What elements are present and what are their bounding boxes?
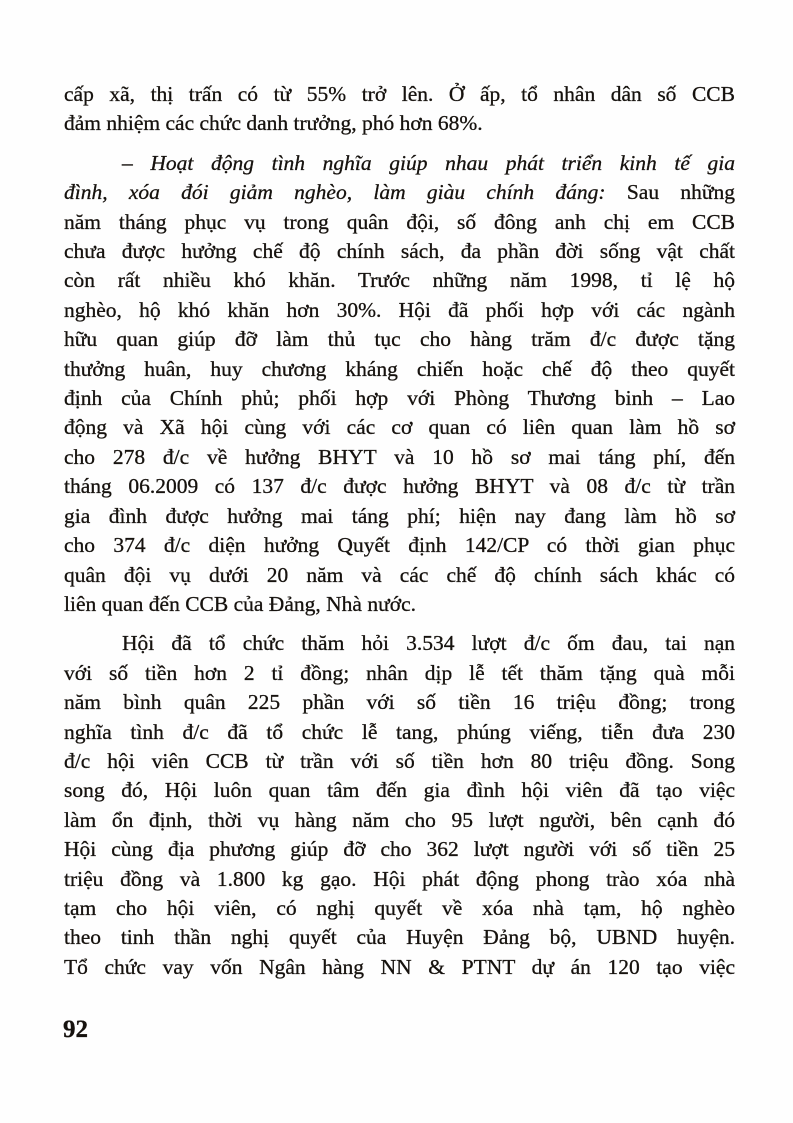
text-line [64,747,735,776]
text-line [64,296,735,325]
text-line [64,953,735,982]
text-run: quân đội vụ dưới 20 năm và các chế độ chính sách khác có [64,562,735,587]
text-run: chưa được hưởng chế độ chính sách, đa phần đời sống vật chất [64,239,735,264]
paragraph [64,149,735,620]
text-run: cho 374 đ/c diện hưởng Quyết định 142/CP có thời gian phục [64,533,735,558]
text-run: Sau những [605,180,735,205]
page-number: 92 [63,1016,88,1043]
text-run: còn rất nhiều khó khăn. Trước những năm 1998, tỉ lệ hộ [64,268,735,293]
text-line [64,266,735,295]
text-line [64,384,735,413]
text-line [64,355,735,384]
text-line [64,325,735,354]
text-line [64,502,735,531]
text-run: Hội đã tổ chức thăm hỏi 3.534 lượt đ/c ốm đau, tai nạn [122,631,735,656]
text-line [64,894,735,923]
text-run: năm bình quân 225 phần với số tiền 16 triệu đồng; trong [64,690,735,715]
text-run: đảm nhiệm các chức danh trưởng, phó hơn 68%. [64,111,483,136]
text-run: song đó, Hội luôn quan tâm đến gia đình hội viên đã tạo việc [64,778,735,803]
text-line [64,413,735,442]
text-line [64,629,735,658]
text-run: triệu đồng và 1.800 kg gạo. Hội phát động phong trào xóa nhà [64,866,735,891]
text-line [64,109,735,138]
text-line [64,923,735,952]
text-run: cho 278 đ/c về hưởng BHYT và 10 hồ sơ mai táng phí, đến [64,444,735,469]
italic-text-run: đình, xóa đói giảm nghèo, làm giàu chính đáng: [64,180,606,205]
text-run: theo tinh thần nghị quyết của Huyện Đảng bộ, UBND huyện. [64,925,735,950]
text-run: gia đình được hưởng mai táng phí; hiện nay đang làm hồ sơ [64,503,735,528]
text-line [64,149,735,178]
text-run: hữu quan giúp đỡ làm thủ tục cho hàng trăm đ/c được tặng [64,327,735,352]
text-run: thưởng huân, huy chương kháng chiến hoặc chế độ theo quyết [64,356,735,381]
text-run: nghèo, hộ khó khăn hơn 30%. Hội đã phối hợp với các ngành [64,297,735,322]
text-line [64,835,735,864]
text-run: nghĩa tình đ/c đã tổ chức lễ tang, phúng viếng, tiễn đưa 230 [64,719,735,744]
text-run: động và Xã hội cùng với các cơ quan có liên quan làm hồ sơ [64,415,735,440]
text-run: với số tiền hơn 2 tỉ đồng; nhân dịp lễ tết thăm tặng quà mỗi [64,660,735,685]
text-line [64,472,735,501]
text-line [64,688,735,717]
text-line [64,178,735,207]
paragraph [64,80,735,139]
text-run: Tổ chức vay vốn Ngân hàng NN & PTNT dự án 120 tạo việc [64,954,735,979]
text-run: đ/c hội viên CCB từ trần với số tiền hơn 80 triệu đồng. Song [64,748,735,773]
text-run: liên quan đến CCB của Đảng, Nhà nước. [64,591,417,616]
text-line [64,590,735,619]
italic-text-run: – Hoạt động tình nghĩa giúp nhau phát triển kinh tế gia [122,150,735,175]
text-line [64,237,735,266]
text-line [64,208,735,237]
text-line [64,531,735,560]
text-run: Hội cùng địa phương giúp đỡ cho 362 lượt người với số tiền 25 [64,837,735,862]
text-line [64,865,735,894]
text-run: tạm cho hội viên, có nghị quyết về xóa nhà tạm, hộ nghèo [64,895,735,920]
paragraph [64,629,735,982]
text-line [64,806,735,835]
text-block [64,80,735,992]
text-line [64,718,735,747]
text-run: năm tháng phục vụ trong quân đội, số đông anh chị em CCB [64,209,735,234]
text-run: tháng 06.2009 có 137 đ/c được hưởng BHYT và 08 đ/c từ trần [64,474,735,499]
text-run: cấp xã, thị trấn có từ 55% trở lên. Ở ấp, tổ nhân dân số CCB [64,82,735,106]
text-run: làm ổn định, thời vụ hàng năm cho 95 lượt người, bên cạnh đó [64,807,735,832]
text-line [64,443,735,472]
text-line [64,561,735,590]
text-line [64,776,735,805]
text-line [64,659,735,688]
text-run: định của Chính phủ; phối hợp với Phòng Thương binh – Lao [64,386,735,411]
text-line [64,80,735,109]
